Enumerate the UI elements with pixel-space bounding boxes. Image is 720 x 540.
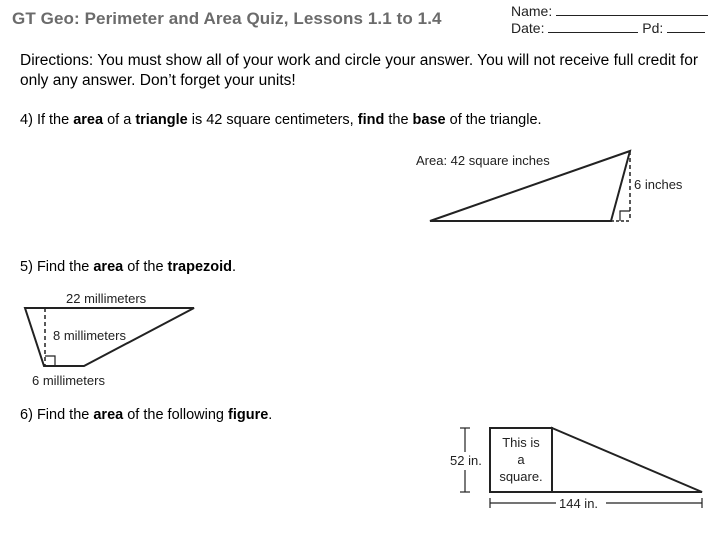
- date-label: Date:: [511, 20, 545, 36]
- trapezoid-height-label: 8 millimeters: [53, 328, 126, 343]
- name-label: Name:: [511, 3, 553, 19]
- q-text: .: [268, 407, 273, 423]
- triangle-figure: [410, 145, 710, 235]
- q-keyword: trapezoid: [167, 259, 232, 275]
- width-label: 144 in.: [559, 496, 599, 511]
- quiz-title: GT Geo: Perimeter and Area Quiz, Lessons 1.1 to 1.4: [12, 9, 442, 28]
- q-keyword: area: [73, 112, 104, 128]
- student-info-block: [511, 3, 708, 37]
- square-triangle-diagram: [444, 410, 714, 535]
- q-keyword: find: [357, 112, 385, 128]
- q-keyword: triangle: [135, 112, 188, 128]
- q-text: Find the: [36, 407, 94, 423]
- q-text: of the: [123, 259, 168, 275]
- period-label: Pd:: [642, 20, 664, 36]
- q-text: the: [384, 112, 413, 128]
- question-number: 6): [20, 407, 33, 423]
- question-5-text: [20, 259, 236, 275]
- q-text: is 42 square centimeters,: [187, 112, 358, 128]
- height-label: 52 in.: [450, 453, 482, 468]
- question-number: 5): [20, 259, 33, 275]
- q-keyword: base: [412, 112, 446, 128]
- q-keyword: area: [93, 259, 124, 275]
- trapezoid-bottom-label: 6 millimeters: [32, 373, 105, 388]
- q-text: Find the: [36, 259, 94, 275]
- question-6-text: [20, 407, 272, 423]
- square-note-line2: a: [517, 452, 525, 467]
- question-number: 4): [20, 112, 33, 128]
- date-line: [511, 20, 708, 37]
- period-blank[interactable]: [667, 20, 705, 33]
- square-note-line3: square.: [499, 469, 543, 484]
- q-text: of a: [103, 112, 136, 128]
- q-keyword: area: [93, 407, 124, 423]
- square-note-line1: This is: [502, 435, 540, 450]
- name-line: [511, 3, 708, 20]
- triangle-shape: [552, 428, 702, 492]
- q-text: of the following: [123, 407, 228, 423]
- date-blank[interactable]: [548, 20, 638, 33]
- composite-figure: [444, 410, 714, 540]
- right-angle-mark: [620, 211, 630, 221]
- triangle-height-label: 6 inches: [634, 177, 683, 192]
- right-angle-mark: [45, 356, 55, 366]
- q-text: of the triangle.: [445, 112, 542, 128]
- q-text: If the: [36, 112, 74, 128]
- question-4-text: [20, 112, 542, 128]
- trapezoid-figure: [22, 288, 222, 398]
- q-keyword: figure: [228, 407, 269, 423]
- q-text: .: [232, 259, 237, 275]
- name-blank[interactable]: [556, 3, 708, 16]
- triangle-area-label: Area: 42 square inches: [416, 153, 550, 168]
- trapezoid-diagram: [22, 288, 222, 393]
- trapezoid-top-label: 22 millimeters: [66, 291, 147, 306]
- directions-text: Directions: You must show all of your work and circle your answer. You will not receive full credit for only any answer. Don’t forget your units!: [20, 52, 699, 89]
- triangle-diagram: [410, 145, 710, 230]
